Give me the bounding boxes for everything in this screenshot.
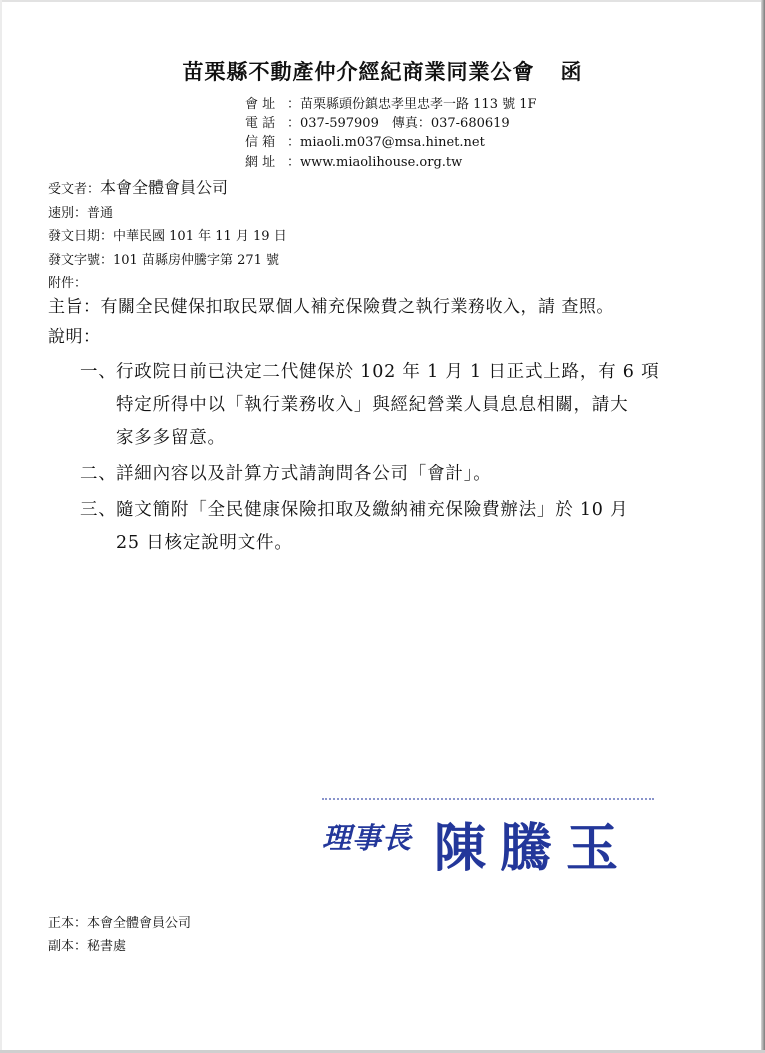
copy-recipient-row: 副本：秘書處 <box>48 939 127 954</box>
document-title <box>0 56 765 86</box>
scan-edge-left <box>0 0 2 1053</box>
docno-row: 發文字號：101 苗縣房仲騰字第 271 號 <box>48 252 280 268</box>
item-line: 行政院日前已決定二代健保於 102 年 1 月 1 日正式上路，有 6 項 <box>116 362 660 382</box>
scan-edge-top <box>0 0 765 2</box>
item-line: 特定所得中以「執行業務收入」與經紀營業人員息息相關，請大 <box>116 395 629 415</box>
speed-value: 普通 <box>87 205 114 221</box>
date-value: 中華民國 101 年 11 月 19 日 <box>113 229 287 244</box>
item-line: 25 日核定說明文件。 <box>116 533 293 553</box>
subject-label: 主旨： <box>48 297 101 317</box>
subject-line <box>48 292 748 317</box>
explanation-heading: 說明： <box>48 327 101 347</box>
copy-recipient-value: 秘書處 <box>87 939 127 954</box>
recipient-value: 本會全體會員公司 <box>100 178 229 197</box>
meta-block <box>48 176 287 296</box>
item-line: 隨文簡附「全民健康保險扣取及繳納補充保險費辦法」於 10 月 <box>116 500 629 520</box>
contact-website: 網 址 ：www.miaolihouse.org.tw <box>245 154 463 170</box>
subject-text: 有關全民健保扣取民眾個人補充保險費之執行業務收入，請 查照。 <box>100 297 614 317</box>
speed-row: 速別：普通 <box>48 205 114 221</box>
recipient-row: 受文者：本會全體會員公司 <box>48 178 229 197</box>
attachment-row: 附件： <box>48 276 88 291</box>
signature-stamp <box>322 798 658 879</box>
contact-block <box>245 95 537 172</box>
explanation-item-1 <box>80 356 720 455</box>
item-line: 家多多留意。 <box>116 428 226 448</box>
signature-role: 理事長 <box>322 821 413 855</box>
document-type: 函 <box>560 59 583 84</box>
item-number: 二、 <box>80 464 117 484</box>
main-recipient-value: 本會全體會員公司 <box>87 916 192 931</box>
organization-name: 苗栗縣不動產仲介經紀商業同業公會 <box>182 59 535 84</box>
explanation-item-3 <box>80 494 720 560</box>
item-number: 一、 <box>80 362 117 382</box>
signature-name: 陳騰玉 <box>434 818 633 879</box>
main-recipient-row: 正本：本會全體會員公司 <box>48 916 192 931</box>
docno-value: 101 苗縣房仲騰字第 271 號 <box>113 252 280 268</box>
contact-email: 信 箱 ：miaoli.m037@msa.hinet.net <box>245 135 485 151</box>
recipients-block <box>48 912 191 958</box>
item-line: 詳細內容以及計算方式請詢問各公司「會計」。 <box>116 464 492 484</box>
date-row: 發文日期：中華民國 101 年 11 月 19 日 <box>48 229 287 244</box>
contact-phone: 電 話 ：037-597909 傳真：037-680619 <box>245 116 510 132</box>
scan-edge-right <box>761 0 765 1053</box>
explanation-list <box>80 356 720 563</box>
item-number: 三、 <box>80 500 117 520</box>
contact-address: 會 址 ：苗栗縣頭份鎮忠孝里忠孝一路 113 號 1F <box>245 97 537 112</box>
explanation-item-2 <box>80 458 720 491</box>
